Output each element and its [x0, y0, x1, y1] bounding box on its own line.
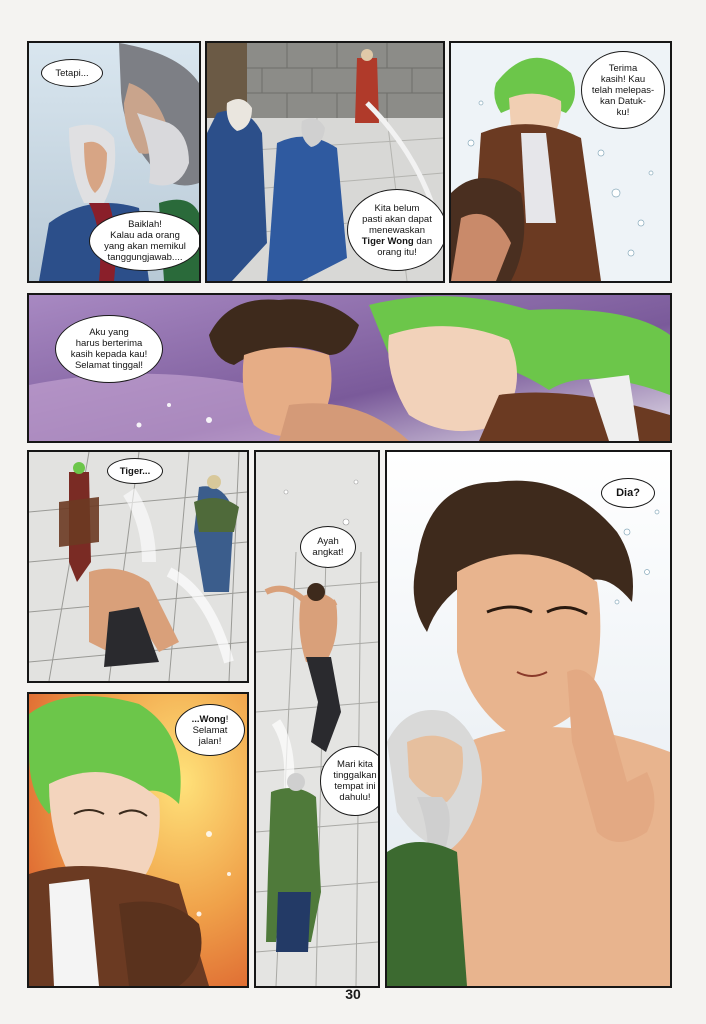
panel-5 — [27, 450, 249, 683]
wong-name: ...Wong — [191, 713, 226, 725]
speech-content — [192, 714, 229, 747]
speech-bubble-baiklah — [89, 211, 201, 271]
speech-bubble-aku-yang — [55, 315, 163, 383]
speech-text: Kita belum pasti akan dapat menewaskan — [362, 202, 432, 236]
speech-bubble-terima-kasih — [581, 51, 665, 129]
panel-7 — [385, 450, 672, 988]
speech-text: Mari kita tinggalkan tempat ini dahulu! — [333, 759, 377, 803]
speech-bubble-ayah-angkat — [300, 526, 356, 568]
panel-5-art — [29, 452, 247, 681]
speech-text: ! Selamat jalan! — [192, 713, 229, 747]
speech-bubble-wong-selamat-jalan — [175, 704, 245, 756]
speech-text: Ayah angkat! — [312, 536, 344, 558]
page-number: 30 — [345, 986, 361, 1002]
panel-7-art — [387, 452, 670, 986]
speech-text: Dia? — [616, 486, 640, 499]
speech-text: Terima kasih! Kau telah melepas- kan Datuk- ku! — [591, 62, 655, 118]
speech-text: Tiger... — [119, 465, 151, 477]
panel-8 — [27, 692, 249, 988]
speech-text-end: dan orang itu! — [377, 235, 433, 258]
speech-text: Tetapi... — [55, 67, 89, 79]
panel-4 — [27, 293, 672, 443]
panel-1 — [27, 41, 201, 283]
panel-2 — [205, 41, 445, 283]
speech-bubble-dia — [601, 478, 655, 508]
tiger-wong-name: Tiger Wong — [361, 235, 414, 247]
speech-content — [362, 203, 432, 258]
speech-bubble-tetapi — [41, 59, 103, 87]
speech-text: Aku yang harus berterima kasih kepada kau! Selamat tinggal! — [70, 327, 148, 371]
speech-text: Baiklah! Kalau ada orang yang akan memikul tanggungjawab.... — [104, 219, 186, 263]
speech-bubble-kita-belum — [347, 189, 445, 271]
panel-6 — [254, 450, 380, 988]
panel-3 — [449, 41, 672, 283]
speech-bubble-tiger — [107, 458, 163, 484]
